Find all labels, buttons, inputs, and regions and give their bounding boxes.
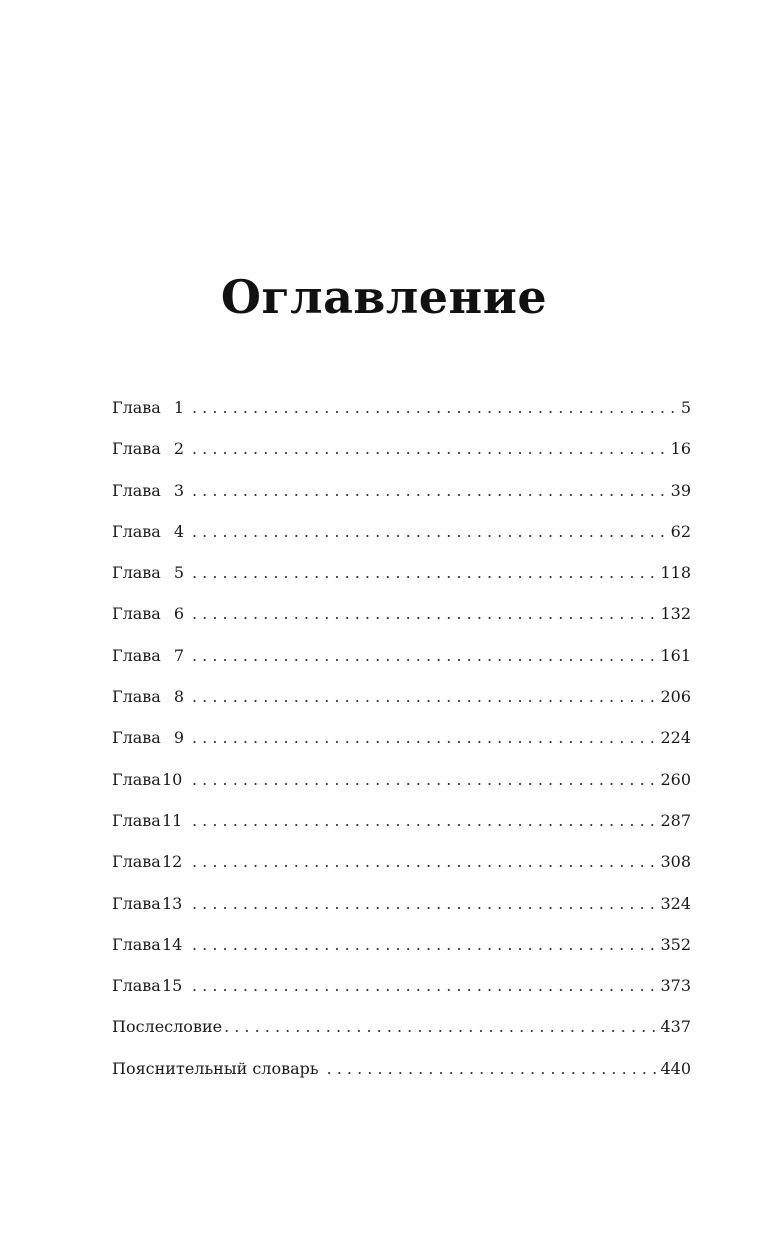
chapter-word: Глава xyxy=(112,852,161,872)
page-number: 352 xyxy=(660,934,691,954)
toc-entry[interactable] xyxy=(112,398,691,439)
chapter-number: 14 xyxy=(162,934,183,954)
chapter-number: 10 xyxy=(162,769,183,789)
page-number: 39 xyxy=(670,480,691,500)
toc-entry-label xyxy=(112,852,190,872)
dot-leader xyxy=(192,935,656,955)
page-number: 16 xyxy=(670,439,691,459)
toc-entry[interactable] xyxy=(112,852,691,893)
toc-entry[interactable] xyxy=(112,935,691,976)
chapter-word: Глава xyxy=(112,728,161,748)
page-number: 287 xyxy=(660,810,691,830)
page-number: 224 xyxy=(660,728,691,748)
toc-entry-label xyxy=(112,770,190,790)
chapter-number: 8 xyxy=(173,687,184,707)
chapter-word: Глава xyxy=(112,563,161,583)
toc-entry-label xyxy=(112,976,190,996)
chapter-word: Глава xyxy=(112,934,161,954)
toc-entry[interactable] xyxy=(112,522,691,563)
toc-entry-glossary[interactable] xyxy=(112,1059,691,1100)
dot-leader xyxy=(192,439,667,459)
dot-leader xyxy=(192,481,667,501)
chapter-number: 5 xyxy=(173,563,184,583)
toc-entry-label xyxy=(112,398,190,418)
chapter-word: Глава xyxy=(112,521,161,541)
chapter-number: 9 xyxy=(173,728,184,748)
page-number: 161 xyxy=(660,645,691,665)
chapter-word: Глава xyxy=(112,976,161,996)
page-number: 118 xyxy=(660,563,691,583)
toc-entry[interactable] xyxy=(112,563,691,604)
chapter-number: 15 xyxy=(162,976,183,996)
dot-leader xyxy=(327,1059,657,1079)
chapter-word: Глава xyxy=(112,645,161,665)
dot-leader xyxy=(224,1017,656,1037)
toc-entry-label xyxy=(112,646,190,666)
chapter-number: 11 xyxy=(162,810,183,830)
dot-leader xyxy=(192,604,656,624)
toc-entry-label xyxy=(112,687,190,707)
dot-leader xyxy=(192,563,656,583)
chapter-word: Глава xyxy=(112,810,161,830)
page-number: 5 xyxy=(680,398,691,417)
chapter-number: 12 xyxy=(162,852,183,872)
chapter-word: Глава xyxy=(112,439,161,459)
toc-entry[interactable] xyxy=(112,646,691,687)
page-number: 324 xyxy=(660,893,691,913)
chapter-number: 1 xyxy=(173,398,184,417)
chapter-word: Глава xyxy=(112,398,161,417)
toc-entry-label xyxy=(112,563,190,583)
toc-entry[interactable] xyxy=(112,770,691,811)
page-number: 308 xyxy=(660,852,691,872)
chapter-number: 13 xyxy=(162,893,183,913)
toc-entry-label: Послесловие xyxy=(112,1017,223,1037)
toc-entry[interactable] xyxy=(112,728,691,769)
toc-entry[interactable] xyxy=(112,439,691,480)
dot-leader xyxy=(192,976,656,996)
table-of-contents xyxy=(112,398,691,1100)
page-number: 260 xyxy=(660,769,691,789)
toc-entry[interactable] xyxy=(112,604,691,645)
toc-entry-label xyxy=(112,439,190,459)
toc-entry-afterword[interactable] xyxy=(112,1017,691,1058)
chapter-word: Глава xyxy=(112,769,161,789)
toc-entry-label xyxy=(112,894,190,914)
toc-entry[interactable] xyxy=(112,687,691,728)
toc-entry[interactable] xyxy=(112,481,691,522)
chapter-word: Глава xyxy=(112,687,161,707)
page-number: 440 xyxy=(660,1058,691,1078)
dot-leader xyxy=(192,894,656,914)
toc-entry-label xyxy=(112,481,190,501)
dot-leader xyxy=(192,646,656,666)
chapter-number: 7 xyxy=(173,645,184,665)
toc-entry[interactable] xyxy=(112,811,691,852)
dot-leader xyxy=(192,852,656,872)
toc-entry-label xyxy=(112,522,190,542)
toc-entry-label xyxy=(112,935,190,955)
chapter-number: 4 xyxy=(173,521,184,541)
dot-leader xyxy=(192,770,656,790)
chapter-number: 2 xyxy=(173,439,184,459)
page-number: 206 xyxy=(660,687,691,707)
dot-leader xyxy=(192,687,656,707)
dot-leader xyxy=(192,398,677,418)
chapter-word: Глава xyxy=(112,480,161,500)
toc-entry-label xyxy=(112,811,190,831)
toc-entry[interactable] xyxy=(112,894,691,935)
chapter-word: Глава xyxy=(112,893,161,913)
chapter-number: 3 xyxy=(173,480,184,500)
page-number: 437 xyxy=(660,1017,691,1037)
page-number: 62 xyxy=(670,521,691,541)
chapter-word: Глава xyxy=(112,604,161,624)
toc-entry-label xyxy=(112,604,190,624)
dot-leader xyxy=(192,728,656,748)
dot-leader xyxy=(192,811,656,831)
dot-leader xyxy=(192,522,667,542)
chapter-number: 6 xyxy=(173,604,184,624)
toc-entry-label xyxy=(112,728,190,748)
toc-entry-label: Пояснительный словарь xyxy=(112,1058,319,1078)
page-number: 132 xyxy=(660,604,691,624)
page-title: Оглавление xyxy=(220,270,548,324)
page-number: 373 xyxy=(660,976,691,996)
toc-entry[interactable] xyxy=(112,976,691,1017)
